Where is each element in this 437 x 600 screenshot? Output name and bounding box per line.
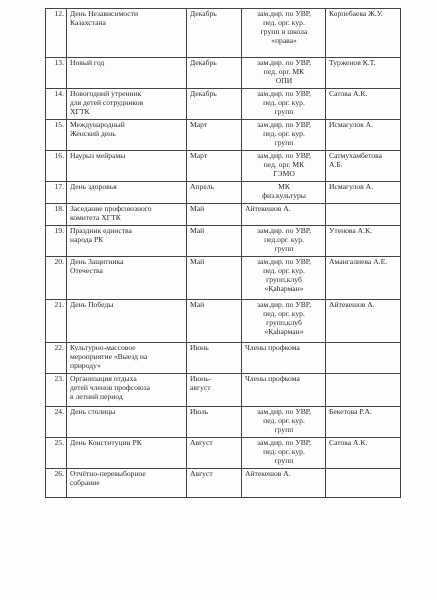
- event-name-line: природу»: [70, 360, 101, 370]
- event-name: [67, 204, 187, 226]
- row-number: 23.: [46, 374, 67, 407]
- responsible-line: Члены профкома: [245, 374, 300, 383]
- row-number: 19.: [46, 226, 67, 257]
- responsible-person-line: Сатмухамбетова: [329, 151, 383, 160]
- responsible-line: «Қаһарман»: [264, 283, 304, 293]
- event-date: [187, 438, 242, 469]
- responsible-person: [326, 204, 401, 226]
- responsible-person: [326, 151, 401, 182]
- responsible-person: [326, 374, 401, 407]
- responsible-line: пед. орг. кур.: [263, 97, 305, 107]
- event-name-line: в летний период: [70, 391, 123, 401]
- event-name: [67, 374, 187, 407]
- event-date-line: Декабрь: [190, 9, 217, 18]
- responsible-person: [326, 9, 401, 58]
- event-name: [67, 89, 187, 120]
- table-row: [46, 257, 401, 300]
- responsible: [242, 438, 326, 469]
- event-date: [187, 257, 242, 300]
- responsible: [242, 469, 326, 498]
- table-row: [46, 469, 401, 498]
- responsible-line: пед.орг. кур.: [264, 234, 304, 244]
- responsible-line: пед. орг. кур.: [263, 415, 305, 425]
- responsible-line: групп и школа: [260, 26, 308, 36]
- table-row: [46, 120, 401, 151]
- responsible: [242, 257, 326, 300]
- event-name-line: День Победы: [70, 300, 114, 309]
- event-name-line: народа РК: [70, 234, 104, 244]
- event-name-line: Культурно-массовое: [70, 343, 136, 352]
- event-name-line: Отчётно-перевыборное: [70, 469, 146, 478]
- event-date: [187, 469, 242, 498]
- row-number: 18.: [46, 204, 67, 226]
- responsible-person-line: Исмагулов А.: [329, 182, 374, 191]
- event-name-line: мероприятие «Выезд на: [70, 351, 148, 361]
- responsible-line: групп: [274, 455, 294, 465]
- event-name-line: Новогодний утренник: [70, 89, 142, 98]
- responsible-line: зам.дир. по УВР,: [257, 151, 311, 160]
- table-row: [46, 438, 401, 469]
- row-number: 17.: [46, 182, 67, 204]
- responsible-line: групп: [274, 137, 294, 147]
- events-table-body: [46, 9, 401, 498]
- event-name: [67, 9, 187, 58]
- event-date: [187, 407, 242, 438]
- row-number: 24.: [46, 407, 67, 438]
- event-date-line: Май: [190, 226, 205, 235]
- row-number: 26.: [46, 469, 67, 498]
- table-row: [46, 226, 401, 257]
- responsible-person: [326, 407, 401, 438]
- row-number: 21.: [46, 300, 67, 343]
- event-name: [67, 300, 187, 343]
- table-row: [46, 89, 401, 120]
- event-date: [187, 300, 242, 343]
- event-name-line: собрание: [70, 477, 100, 487]
- responsible-person: [326, 257, 401, 300]
- table-row: [46, 151, 401, 182]
- responsible-line: зам.дир. по УВР,: [257, 120, 311, 129]
- event-name-line: Организация отдыха: [70, 374, 137, 383]
- event-date: [187, 89, 242, 120]
- event-name-line: Наурыз мейрамы: [70, 151, 126, 160]
- table-row: [46, 204, 401, 226]
- event-name-line: День Конституции РК: [70, 438, 142, 447]
- responsible-line: групп: [274, 106, 294, 116]
- responsible-person-line: Бекетова Р.А.: [329, 407, 372, 416]
- responsible-line: групп: [274, 243, 294, 253]
- event-date: [187, 204, 242, 226]
- event-name: [67, 469, 187, 498]
- event-date-line: Декабрь: [190, 58, 217, 67]
- responsible-line: зам.дир. по УВР,: [257, 438, 311, 447]
- responsible-person: [326, 438, 401, 469]
- event-name: [67, 151, 187, 182]
- event-name-line: Праздник единства: [70, 226, 132, 235]
- row-number: 20.: [46, 257, 67, 300]
- event-date: [187, 120, 242, 151]
- responsible: [242, 9, 326, 58]
- responsible-line: пед. орг. кур.: [263, 446, 305, 456]
- responsible: [242, 58, 326, 89]
- table-row: [46, 58, 401, 89]
- event-name-line: Международный: [70, 120, 125, 129]
- event-date-line: Май: [190, 257, 205, 266]
- responsible-person-line: Корпебаева Ж.У.: [329, 9, 383, 18]
- event-name-line: День Защитника: [70, 257, 124, 266]
- event-name: [67, 257, 187, 300]
- event-name: [67, 182, 187, 204]
- row-number: 16.: [46, 151, 67, 182]
- row-number: 25.: [46, 438, 67, 469]
- responsible-line: «права»: [271, 35, 297, 45]
- responsible: [242, 89, 326, 120]
- event-date-line: Март: [190, 151, 208, 160]
- responsible-line: пед. орг. кур.: [263, 265, 305, 275]
- event-name-line: День столицы: [70, 407, 116, 416]
- responsible-person-line: Сатова А.К.: [329, 438, 368, 447]
- responsible: [242, 151, 326, 182]
- responsible-line: пед. орг. кур.: [263, 128, 305, 138]
- responsible: [242, 120, 326, 151]
- responsible-line: Айтекешов А.: [245, 204, 291, 213]
- event-date: [187, 182, 242, 204]
- responsible-line: зам.дир. по УВР,: [257, 300, 311, 309]
- responsible-line: Айтекешов А.: [245, 469, 291, 478]
- responsible-line: зам.дир. по УВР,: [257, 9, 311, 18]
- responsible-person: [326, 58, 401, 89]
- event-name-line: для детей сотрудников: [70, 97, 144, 107]
- event-date: [187, 226, 242, 257]
- event-date-line: Май: [190, 204, 205, 213]
- responsible-line: «Қаһарман»: [264, 326, 304, 336]
- responsible-person: [326, 182, 401, 204]
- event-name-line: Казахстана: [70, 17, 106, 27]
- table-row: [46, 300, 401, 343]
- responsible-line: пед. орг. кур.: [263, 308, 305, 318]
- responsible-line: групп: [274, 424, 294, 434]
- responsible-line: пед. орг. кур.: [263, 17, 305, 27]
- event-name: [67, 58, 187, 89]
- event-name-line: детей членов профсоюза: [70, 382, 150, 392]
- responsible-line: зам.дир. по УВР,: [257, 407, 311, 416]
- responsible-line: зам.дир. по УВР,: [257, 89, 311, 98]
- event-date: [187, 9, 242, 58]
- row-number: 14.: [46, 89, 67, 120]
- event-date: [187, 58, 242, 89]
- responsible-person-line: Утенова А.К.: [329, 226, 373, 235]
- responsible-line: зам.дир. по УВР,: [257, 226, 311, 235]
- responsible: [242, 204, 326, 226]
- responsible: [242, 407, 326, 438]
- responsible-person-line: Турженов К.Т.: [329, 58, 376, 67]
- responsible-line: физ.культуры: [262, 190, 306, 200]
- event-name-line: Отечества: [70, 265, 103, 275]
- event-date-line: Май: [190, 300, 205, 309]
- event-name-line: Заседание профсоюзного: [70, 204, 152, 213]
- event-name-line: День Независимости: [70, 9, 139, 18]
- event-name: [67, 407, 187, 438]
- responsible-line: МК: [278, 182, 290, 191]
- responsible-person: [326, 226, 401, 257]
- event-date-line: Декабрь: [190, 89, 217, 98]
- event-date: [187, 343, 242, 374]
- responsible-line: зам.дир. по УВР,: [257, 58, 311, 67]
- responsible-person-line: Амангалиева А.Е.: [329, 257, 388, 266]
- event-date: [187, 151, 242, 182]
- event-date-line: Июль: [190, 407, 209, 416]
- row-number: 12.: [46, 9, 67, 58]
- responsible-person-line: А.Б.: [329, 159, 343, 169]
- responsible-line: пед. орг. МК: [263, 159, 305, 169]
- table-row: [46, 407, 401, 438]
- row-number: 22.: [46, 343, 67, 374]
- responsible-person-line: Сатова А.К.: [329, 89, 368, 98]
- responsible: [242, 374, 326, 407]
- responsible-line: групп,клуб: [266, 274, 302, 284]
- event-name: [67, 343, 187, 374]
- responsible: [242, 182, 326, 204]
- responsible-person: [326, 120, 401, 151]
- responsible-person: [326, 469, 401, 498]
- table-row: [46, 374, 401, 407]
- responsible-line: Члены профкома: [245, 343, 300, 352]
- event-date-line: Март: [190, 120, 208, 129]
- responsible-person: [326, 300, 401, 343]
- responsible-person-line: Айтекешов А.: [329, 300, 375, 309]
- event-name-line: Новый год: [70, 58, 105, 67]
- events-table: [45, 8, 401, 498]
- event-date-line: Август: [190, 469, 213, 478]
- event-name-line: Женский день: [70, 128, 116, 138]
- responsible: [242, 343, 326, 374]
- event-name-line: комитета ХГТК: [70, 212, 121, 222]
- responsible-person: [326, 343, 401, 374]
- responsible-line: зам.дир. по УВР,: [257, 257, 311, 266]
- event-name: [67, 226, 187, 257]
- event-name-line: День здоровья: [70, 182, 117, 191]
- table-row: [46, 9, 401, 58]
- responsible-line: пед. орг. МК: [263, 66, 305, 76]
- event-name: [67, 120, 187, 151]
- responsible-line: ОПИ: [275, 75, 293, 85]
- responsible-person: [326, 89, 401, 120]
- event-date-line: Апрель: [190, 182, 214, 191]
- event-date-line: август: [190, 382, 211, 392]
- responsible: [242, 226, 326, 257]
- responsible-person-line: Исмагулов А.: [329, 120, 374, 129]
- table-row: [46, 182, 401, 204]
- event-date-line: Июнь-: [190, 374, 212, 383]
- event-name-line: ХГТК: [70, 106, 90, 116]
- responsible-line: групп,клуб: [266, 317, 302, 327]
- event-date: [187, 374, 242, 407]
- responsible: [242, 300, 326, 343]
- responsible-line: ГЭМО: [273, 168, 295, 178]
- event-name: [67, 438, 187, 469]
- table-row: [46, 343, 401, 374]
- event-date-line: Июнь: [190, 343, 209, 352]
- event-date-line: Август: [190, 438, 213, 447]
- row-number: 15.: [46, 120, 67, 151]
- row-number: 13.: [46, 58, 67, 89]
